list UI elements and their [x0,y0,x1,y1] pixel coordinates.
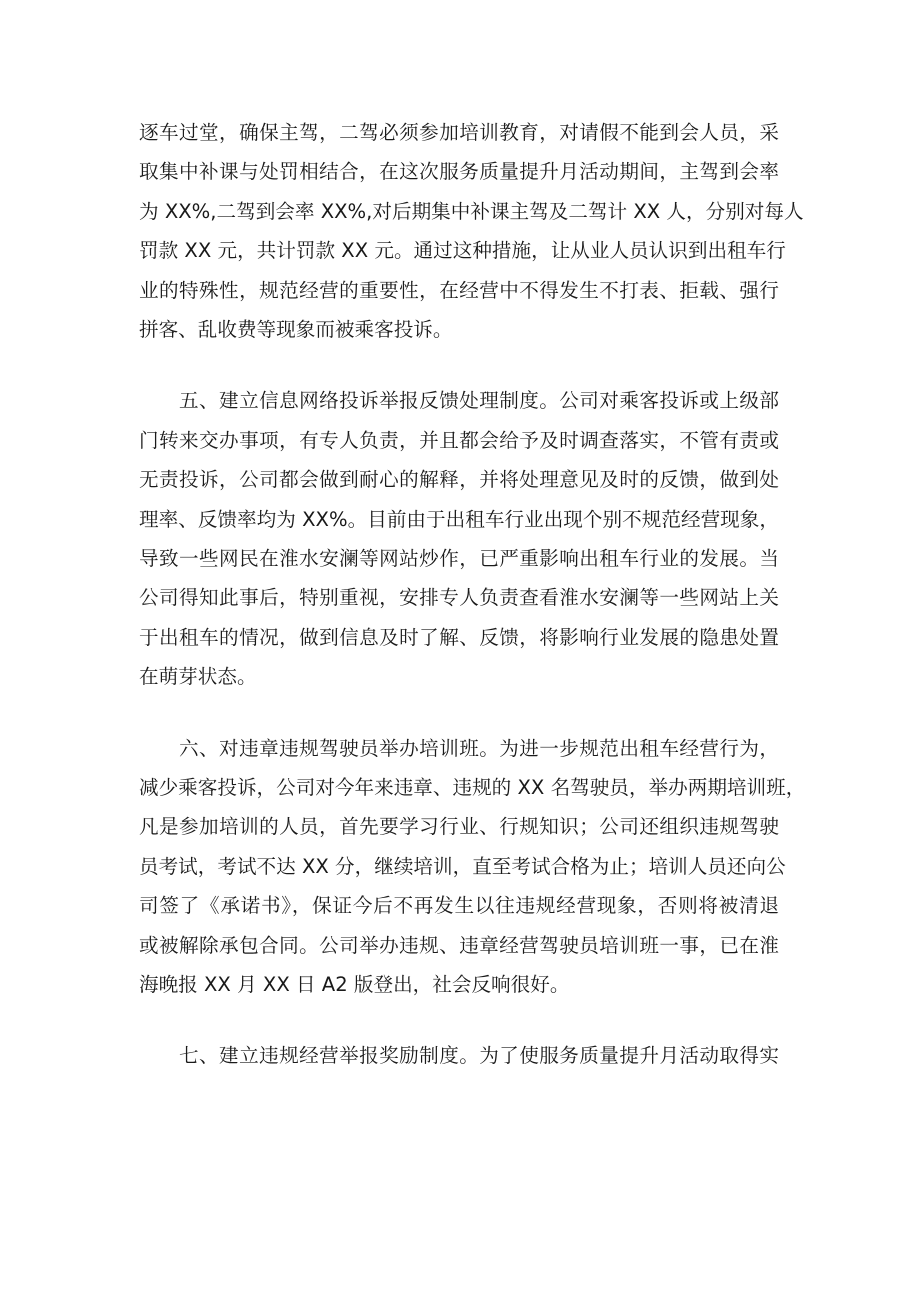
text-line [139,768,806,807]
text-line [139,231,786,270]
text-line [139,421,779,460]
text-line [139,192,804,231]
text-line-content: 凡是参加培训的人员，首先要学习行业、行规知识；公司还组织违规驾驶 [139,815,779,839]
text-line-content: 拼客、乱收费等现象而被乘客投诉。 [139,318,453,341]
text-line [139,926,779,965]
text-line-content: 六、对违章违规驾驶员举办培训班。为进一步规范出租车经营行为， [139,736,779,760]
text-line-content: 理率、反馈率均为 XX%。目前由于出租车行业出现个别不规范经营现象， [139,507,779,531]
text-line-content: 在萌芽状态。 [139,665,257,689]
text-line-content: 逐车过堂，确保主驾，二驾必须参加培训教育，对请假不能到会人员，采 [139,121,779,144]
text-line-content: 业的特殊性，规范经营的重要性，在经营中不得发生不打表、拒载、强行 [139,278,779,302]
text-line [139,886,779,925]
text-line-content: 或被解除承包合同。公司举办违规、违章经营驾驶员培训班一事，已在淮 [139,933,779,957]
text-line-content: 取集中补课与处罚相结合，在这次服务质量提升月活动期间，主驾到会率 [139,160,779,184]
text-line [139,310,779,349]
text-line [139,847,786,886]
text-line-content: 海晚报 XX 月 XX 日 A2 版登出，社会反响很好。 [139,973,570,996]
text-line [139,657,779,696]
text-line [139,539,779,578]
text-line-content: 五、建立信息网络投诉举报反馈处理制度。公司对乘客投诉或上级部 [139,389,779,413]
text-line-content: 减少乘客投诉，公司对今年来违章、违规的 XX 名驾驶员，举办两期培训班， [139,776,806,799]
document-body [139,113,806,1076]
text-line-content: 无责投诉，公司都会做到耐心的解释，并将处理意见及时的反馈，做到处 [139,468,779,492]
text-line [139,271,779,310]
text-line [139,1036,779,1075]
text-line-content: 罚款 XX 元，共计罚款 XX 元。通过这种措施，让从业人员认识到出租车行 [139,239,786,263]
text-line [139,807,779,846]
text-line [139,729,779,768]
text-line [139,152,779,191]
text-line [139,460,779,499]
text-line-content: 于出租车的情况，做到信息及时了解、反馈，将影响行业发展的隐患处置 [139,625,779,649]
text-line [139,381,779,420]
text-line-content: 门转来交办事项，有专人负责，并且都会给予及时调查落实，不管有责或 [139,428,779,452]
text-line [139,618,779,657]
text-line [139,578,779,617]
text-line [139,113,779,152]
text-line-content: 司签了《承诺书》，保证今后不再发生以往违规经营现象，否则将被清退 [139,894,779,918]
text-line-content: 员考试，考试不达 XX 分，继续培训，直至考试合格为止；培训人员还向公 [139,854,786,878]
text-line [139,500,779,539]
text-line-content: 七、建立违规经营举报奖励制度。为了使服务质量提升月活动取得实 [139,1044,779,1068]
text-line-content: 导致一些网民在淮水安澜等网站炒作，已严重影响出租车行业的发展。当 [139,547,779,570]
text-line-content: 为 XX%,二驾到会率 XX%,对后期集中补课主驾及二驾计 XX 人，分别对每人 [139,199,804,223]
text-line-content: 公司得知此事后，特别重视，安排专人负责查看淮水安澜等一些网站上关 [139,586,779,610]
text-line [139,965,779,1004]
